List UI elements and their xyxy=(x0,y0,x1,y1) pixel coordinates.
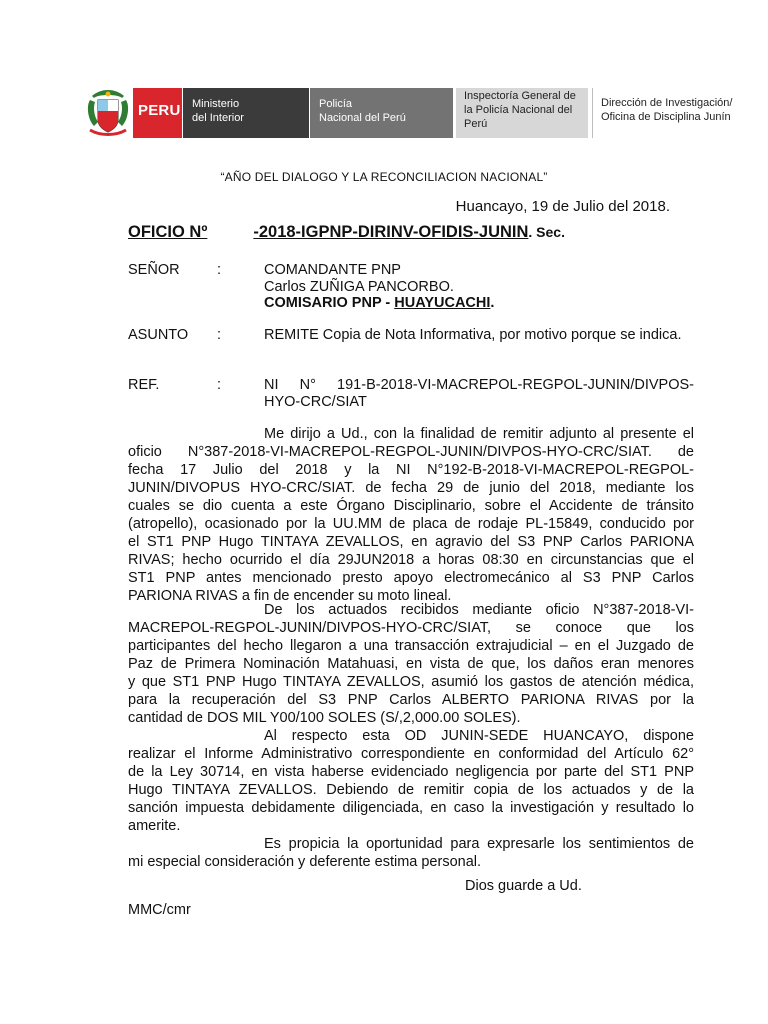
oficio-number xyxy=(128,223,565,242)
direction-label: Dirección de Investigación/ Oficina de Disciplina Junín xyxy=(592,88,744,138)
subject-block xyxy=(128,327,694,344)
recipient-colon: : xyxy=(217,262,222,278)
subject-label: ASUNTO xyxy=(128,327,189,343)
reference-block xyxy=(128,377,694,410)
body-paragraph-3: Al respecto esta OD JUNIN-SEDE HUANCAYO, dispone realizar el Informe Administrativo correspondiente en conformidad del Artículo 62° de la Ley 30714, en vista haberse evidenciado negligencia por parte del ST1 PNP Hugo TINTAYA ZEVALLOS. Debiendo de remitir copia de los actuados y de la sanción impuesta debidamente diligenciada, en caso la investigación y resultado lo amerite. xyxy=(128,728,694,834)
subject-colon: : xyxy=(217,327,222,343)
recipient-block xyxy=(128,262,694,312)
recipient-label: SEÑOR xyxy=(128,262,180,278)
subject-text: REMITE Copia de Nota Informativa, por motivo porque se indica. xyxy=(264,327,682,343)
recipient-position: COMISARIO PNP - HUAYUCACHI. xyxy=(264,295,495,311)
body-paragraph-1: Me dirijo a Ud., con la finalidad de remitir adjunto al presente el oficio N°387-2018-VI-MACREPOL-REGPOL-JUNIN/DIVPOS-HYO-CRC/SIAT. de fecha 17 Julio del 2018 y la NI N°192-B-2018-VI-MACREPOL-REGPOL- JUNIN/DIVOPUS HYO-CRC/SIAT. de fecha 29 de junio del 2018, mediante los cuales se dio cuenta a este Órgano Disciplinario, sobre el Accidente de tránsito (atropello), ocasionado por la UU.MM de placa de rodaje PL-15849, conducido por el ST1 PNP Hugo TINTAYA ZEVALLOS, en agravio del S3 PNP Carlos PARIONA RIVAS; hecho ocurrido el día 29JUN2018 a horas 08:30 en circunstancias que el ST1 PNP antes mencionado presto apoyo electromecánico al S3 PNP Carlos PARIONA RIVAS a fin de encender su moto lineal. xyxy=(128,426,694,604)
recipient-rank: COMANDANTE PNP xyxy=(264,262,401,278)
reference-label: REF. xyxy=(128,377,160,393)
body-paragraph-4: Es propicia la oportunidad para expresarle los sentimientos de mi especial consideración y deferente estima personal. xyxy=(128,836,694,870)
oficio-label: OFICIO Nº xyxy=(128,223,208,241)
oficio-sec: . Sec. xyxy=(528,224,565,240)
inspectorate-label: Inspectoría General de la Policía Nacional del Perú xyxy=(456,88,588,138)
institution-header xyxy=(84,86,744,140)
police-label: Policía Nacional del Perú xyxy=(310,88,453,138)
closing-salutation: Dios guarde a Ud. xyxy=(465,878,582,894)
peru-label: PERU xyxy=(133,88,182,138)
typist-initials: MMC/cmr xyxy=(128,902,191,918)
ministry-label: Ministerio del Interior xyxy=(183,88,309,138)
national-coat-of-arms-icon xyxy=(84,86,132,140)
oficio-code: -2018-IGPNP-DIRINV-OFIDIS-JUNIN xyxy=(253,223,529,241)
recipient-place: HUAYUCACHI xyxy=(394,295,491,311)
body-paragraph-2: De los actuados recibidos mediante oficio N°387-2018-VI- MACREPOL-REGPOL-JUNIN/DIVPOS-HYO-CRC/SIAT, se conoce que los participantes del hecho llegaron a una transacción extrajudicial – en el Juzgado de Paz de Primera Nominación Matahuasi, en vista de que, los daños eran menores y que ST1 PNP Hugo TINTAYA ZEVALLOS, asumió los gastos de atención médica, para la recuperación del S3 PNP Carlos ALBERTO PARIONA RIVAS por la cantidad de DOS MIL Y00/100 SOLES (S/,2,000.00 SOLES). xyxy=(128,602,694,726)
reference-colon: : xyxy=(217,377,222,393)
document-date: Huancayo, 19 de Julio del 2018. xyxy=(455,198,670,215)
recipient-name: Carlos ZUÑIGA PANCORBO. xyxy=(264,278,454,295)
year-motto: “AÑO DEL DIALOGO Y LA RECONCILIACION NACIONAL” xyxy=(220,170,548,184)
reference-text: NI N° 191-B-2018-VI-MACREPOL-REGPOL-JUNIN/DIVPOS-HYO-CRC/SIAT xyxy=(264,377,694,410)
